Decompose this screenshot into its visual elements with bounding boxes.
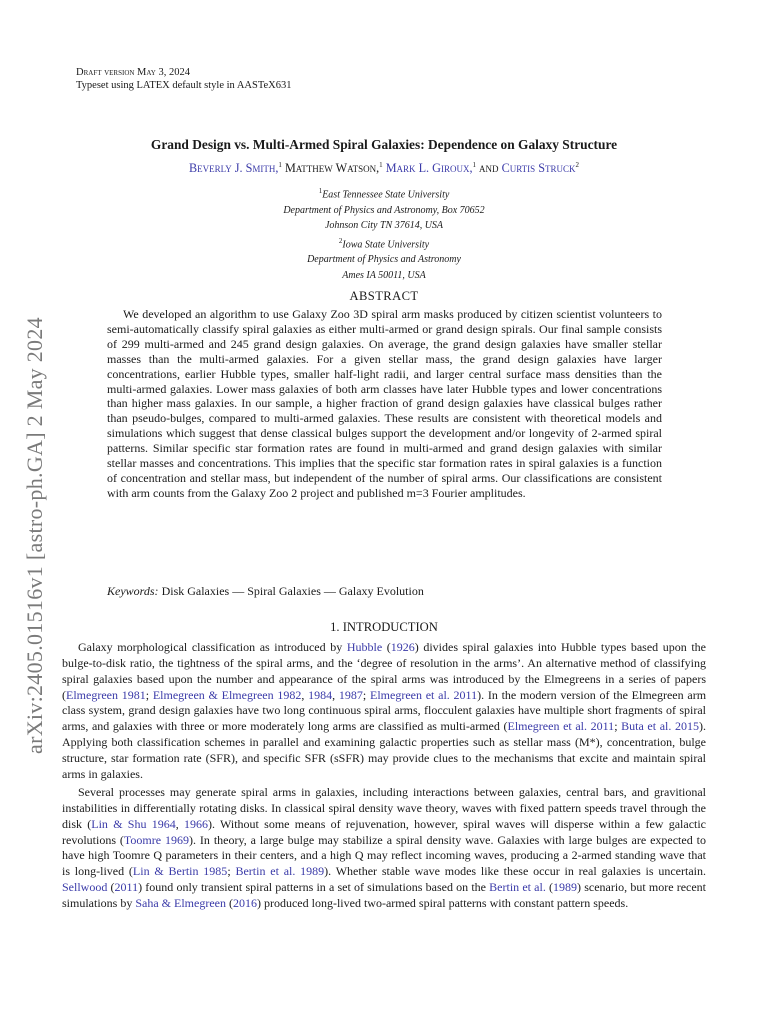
citation-link[interactable]: 1926 bbox=[390, 640, 415, 654]
abstract-heading: ABSTRACT bbox=[349, 289, 419, 303]
typeset-line: Typeset using LATEX default style in AASTeX631 bbox=[76, 80, 292, 91]
affiliation-line: Department of Physics and Astronomy, Box 70652 bbox=[283, 204, 485, 216]
keywords-label: Keywords: bbox=[107, 584, 159, 598]
citation-link[interactable]: Elmegreen et al. 2011 bbox=[370, 687, 478, 702]
affiliations bbox=[0, 184, 768, 283]
keywords bbox=[107, 584, 424, 599]
arxiv-stamp[interactable]: arXiv:2405.01516v1 [astro-ph.GA] 2 May 2024 bbox=[22, 317, 47, 754]
affil-mark: 1 bbox=[318, 187, 323, 195]
affil-mark: 1 bbox=[278, 161, 282, 169]
affiliation-line: $^2$Iowa State University bbox=[338, 236, 430, 250]
affil-mark: 1 bbox=[472, 161, 476, 169]
citation-link[interactable]: Elmegreen & Elmegreen 1982 bbox=[152, 687, 302, 702]
affiliation-line: Ames IA 50011, USA bbox=[342, 269, 426, 281]
affil-mark: 1 bbox=[379, 161, 383, 169]
citation-link[interactable]: Sellwood bbox=[62, 880, 108, 895]
author-conjunction: and bbox=[479, 161, 499, 176]
citation-link[interactable]: Lin & Bertin 1985 bbox=[132, 864, 228, 879]
citation-link[interactable]: Bertin et al. bbox=[489, 880, 546, 895]
author-link[interactable]: Curtis Struck bbox=[501, 161, 576, 176]
author-link[interactable]: Beverly J. Smith, bbox=[188, 161, 279, 176]
affiliation-line: Johnson City TN 37614, USA bbox=[324, 220, 444, 232]
section-heading: 1. INTRODUCTION bbox=[330, 620, 438, 634]
citation-link[interactable]: Bertin et al. 1989 bbox=[235, 864, 325, 879]
citation-link[interactable]: 1987 bbox=[338, 687, 363, 702]
citation-link[interactable]: 2016 bbox=[232, 895, 257, 910]
citation-link[interactable]: Elmegreen et al. 2011 bbox=[507, 719, 615, 734]
citation-link[interactable]: Buta et al. 2015 bbox=[621, 719, 699, 734]
affil-mark: 2 bbox=[575, 161, 580, 169]
paper-title: Grand Design vs. Multi-Armed Spiral Galaxies: Dependence on Galaxy Structure bbox=[150, 137, 618, 152]
author-name: Matthew Watson, bbox=[284, 161, 380, 176]
citation-link[interactable]: Elmegreen 1981 bbox=[66, 687, 146, 702]
intro-paragraph-2: Several processes may generate spiral arms in galaxies, including interactions between galaxies, central bars, and gravitional instabilities in differentially rotating disks. In classical spiral density wave theory, waves with fixed pattern speeds travel through the disk (Lin & Shu 1964, 1966). Without some means of rejuvenation, however, spiral waves will disperse within a few galactic revolutions (Toomre 1969). In theory, a large bulge may stabilize a spiral density wave. Galaxies with large bulges are expected to have high Toomre Q parameters in their centers, and a high Q may reflect incoming waves, producing a 2-armed standing wave that is long-lived (Lin & Bertin 1985; Bertin et al. 1989). Whether stable wave modes like these occur in real galaxies is uncertain. Sellwood (2011) found only transient spiral patterns in a set of simulations based on the Bertin et al. (1989) scenario, but more recent simulations by Saha & Elmegreen (2016) produced long-lived two-armed spiral patterns with constant pattern speeds. bbox=[62, 785, 707, 910]
draft-version-line: Draft version May 3, 2024 bbox=[76, 67, 190, 78]
citation-link[interactable]: 1966 bbox=[184, 816, 208, 831]
citation-link[interactable]: 1989 bbox=[553, 880, 578, 895]
author-link[interactable]: Mark L. Giroux, bbox=[385, 161, 473, 176]
citation-link[interactable]: 1984 bbox=[308, 687, 333, 702]
citation-link[interactable]: Toomre 1969 bbox=[123, 832, 189, 847]
citation-link[interactable]: Hubble bbox=[346, 640, 383, 654]
draft-header bbox=[76, 66, 292, 92]
affiliation-line: $^1$East Tennessee State University bbox=[318, 187, 450, 201]
intro-paragraph-1: Galaxy morphological classification as introduced by Hubble (1926) divides spiral galaxies into Hubble types based upon the bulge-to-disk ratio, the tightness of the spiral arms, and the ‘degree of resolution in the arms’. An alternative method of classifying spiral galaxies based upon the number and appearance of the spiral arms was introduced by the Elmegreens in a series of papers (Elmegreen 1981; Elmegreen & Elmegreen 1982, 1984, 1987; Elmegreen et al. 2011). In the modern version of the Elmegreen arm class system, grand design galaxies have two long continuous spiral arms, flocculent galaxies have multiple short fragments of spiral arms, and galaxies with three or more moderately long arms are classified as multi-armed (Elmegreen et al. 2011; Buta et al. 2015). Applying both classification schemes in parallel and examining galactic properties such as stellar mass (M*), concentration, bulge structure, star formation rate (SFR), and specific SFR (sSFR) may provide clues to the mechanisms that excite and maintain spiral arms in galaxies. bbox=[62, 640, 707, 781]
author-list bbox=[0, 161, 768, 176]
affil-mark: 2 bbox=[338, 236, 343, 245]
affiliation-line: Department of Physics and Astronomy bbox=[307, 254, 461, 266]
citation-link[interactable]: Saha & Elmegreen bbox=[135, 895, 226, 910]
citation-link[interactable]: 2011 bbox=[114, 880, 139, 895]
citation-link[interactable]: Lin & Shu 1964 bbox=[91, 816, 176, 831]
abstract-body: We developed an algorithm to use Galaxy Zoo 3D spiral arm masks produced by citizen scientist volunteers to semi-automatically classify spiral galaxies as either multi-armed or grand design spirals. Our final sample consists of 299 multi-armed and 245 grand design galaxies. On average, the grand design galaxies have smaller stellar masses than the multi-armed galaxies. For a given stellar mass, the grand design galaxies have larger concentrations, earlier Hubble types, smaller half-light radii, and larger central surface mass densities than the multi-armed galaxies. Lower mass galaxies of both arm classes have later Hubble types and lower concentrations than higher mass galaxies. In our sample, a higher fraction of grand design galaxies have classical bulges rather than pseudo-bulges, compared to multi-armed galaxies. These results are consistent with theoretical models and simulations which suggest that dense classical bulges support the development and/or longevity of 2-armed spiral patterns. Similar specific star formation rates are found in multi-armed and grand design galaxies with similar stellar masses and concentrations. This implies that the specific star formation rates in spiral galaxies is a function of concentration and stellar mass, but independent of the number of spiral arms. Our classifications are consistent with arm counts from the Galaxy Zoo 2 project and published m=3 Fourier amplitudes. bbox=[107, 307, 662, 500]
keywords-list: Disk Galaxies — Spiral Galaxies — Galaxy Evolution bbox=[161, 584, 424, 598]
